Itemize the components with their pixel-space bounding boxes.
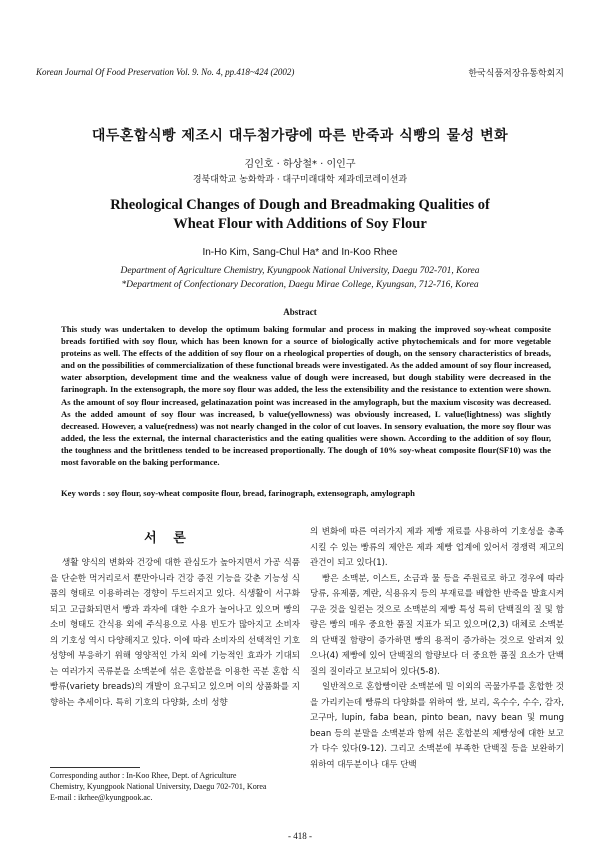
english-authors: In-Ho Kim, Sang-Chul Ha* and In-Koo Rhee bbox=[202, 247, 398, 258]
journal-citation: Korean Journal Of Food Preservation Vol. 9. No. 4, pp.418~424 (2002) bbox=[36, 67, 295, 77]
english-title-line-2: Wheat Flour with Additions of Soy Flour bbox=[173, 216, 427, 232]
keywords: Key words : soy flour, soy-wheat composite flour, bread, farinograph, extensograph, amylograph bbox=[61, 488, 415, 498]
footnote-divider bbox=[50, 767, 140, 768]
right-column bbox=[310, 525, 564, 773]
intro-paragraph-1-cont: 의 변화에 따른 여러가지 제과 제빵 재료를 사용하여 기호성을 충족시킬 수 있는 빵류의 제안은 제과 제빵 업계에 있어서 경쟁력 제고의 관건이 되고 있다(1). bbox=[310, 527, 564, 568]
footnote-line-2: Chemistry, Kyungpook National University, Daegu 702-701, Korea bbox=[50, 781, 267, 791]
footnote-email: E-mail : ikrhee@kyungpook.ac. bbox=[50, 792, 153, 802]
footnote-line-1: Corresponding author : In-Koo Rhee, Dept. of Agriculture bbox=[50, 771, 237, 780]
korean-title: 대두혼합식빵 제조시 대두첨가량에 따른 반죽과 식빵의 물성 변화 bbox=[91, 128, 509, 144]
abstract-text: This study was undertaken to develop the optimum baking formular and process in making the improved soy-wheat composite breads fortified with soy flour, which has been known for a source of biologically active phytochemicals and for more vegetable proteins as well. The effects of the addition of soy flour on a rheological properties of dough, on the sensory characteristics of breads, and on the possibilities of commercialization of these functional breads were investigated. As the added amount of soy flour increased, water absorption, development time and the weakness value of dough were increased, but dough stability were decreased in the farinograph. In the extensograph, the more soy flour was added, the less the extensibility and the resistance to extention were shown. As the amount of soy flour increased, gelatinazation point was increased in the amylograph, but the maxium viscosity was decreased. As the added amount of soy flour was increased, b value(yellowness) was obviously increased, L value(lightness) was slightly decreased. However, a value(redness) was not nearly changed in the color of cut loaves. In sensory evaluation, the more soy flour was added, the less the external, the internal characteristics and the eating qualities were shown. According to the addition of soy flour, the toughness and the brittleness tended to be increased proportionally. The dough of 10% soy-wheat composite flour(SF10) was the most favorable on the baking performance. bbox=[61, 324, 551, 468]
affiliation-line-1: Department of Agriculture Chemistry, Kyungpook National University, Daegu 702-701, Korea bbox=[120, 266, 480, 276]
korean-authors: 김인호 · 하상철* · 이인구 bbox=[244, 159, 356, 170]
page-number: - 418 - bbox=[288, 831, 312, 841]
intro-paragraph-1: 생활 양식의 변화와 건강에 대한 관심도가 높아지면서 가공 식품을 단순한 먹거리로서 뿐만아니라 건강 증진 기능을 갖춘 기능성 식품의 형태로 이용하려는 경향이 두드러지고 있다. 식생활이 서구화되고 고급화되면서 빵과 과자에 대한 수요가 늘어나고 있으며 빵의 소비 형태도 간식용 외에 주식용으로 사용 빈도가 많아지고 소비자의 기호성 역시 다양해지고 있다. 이에 따라 소비자의 선택적인 기호 성향에 부응하기 위해 영양적인 가치 외에 기능적인 효과가 기대되는 여러가지 곡류분을 소맥분에 섞은 혼합분을 이용한 곡분 혼합 식빵류(variety breads)의 개발이 요구되고 있으며 이의 상품화를 지향하는 추세이다. 특히 기호의 다양화, 소비 성향 bbox=[50, 558, 300, 708]
english-affiliation bbox=[0, 264, 600, 292]
intro-paragraph-3: 일반적으로 혼합빵이란 소맥분에 밀 이외의 곡물가루를 혼합한 것을 가리키는데 빵류의 다양화를 위하여 쌀, 보리, 옥수수, 수수, 감자, 고구마, lupin, faba bean, pinto bean, navy bean 및 mung bean 등의 분말을 소맥분과 함께 섞은 혼합분의 제빵성에 대한 보고가 다수 있다(9-12). 그리고 소맥분에 부족한 단백질 등을 보완하기 위하여 대두분이나 대두 단백 bbox=[310, 682, 564, 770]
section-title-introduction: 서 론 bbox=[144, 531, 192, 546]
intro-paragraph-2: 빵은 소맥분, 이스트, 소금과 물 등을 주원료로 하고 경우에 따라 당류, 유제품, 계란, 식용유지 등의 부재료를 배합한 반죽을 발효시켜 구운 것을 일컫는 것으로 소맥분의 제빵 특성 특히 단백질의 질 및 함량은 빵의 매우 중요한 품질 지표가 되고 있으며(2,3) 대체로 소맥분의 단백질 함량이 증가하면 빵의 용적이 증가하는 것으로 알려져 있으나(4) 제빵에 있어 단백질의 함량보다 더 중요한 품질 요소가 단백질의 질이라고 보고되어 있다(5-8). bbox=[310, 573, 564, 677]
society-name: 한국식품저장유통학회지 bbox=[468, 69, 564, 79]
korean-affiliation: 경북대학교 농화학과 · 대구미래대학 제과데코레이션과 bbox=[192, 175, 408, 185]
corresponding-author-footnote bbox=[50, 771, 310, 803]
left-column bbox=[50, 556, 300, 711]
affiliation-line-2: *Department of Confectionary Decoration, Daegu Mirae College, Kyungsan, 712-716, Korea bbox=[121, 280, 479, 290]
english-title-line-1: Rheological Changes of Dough and Breadmaking Qualities of bbox=[110, 197, 490, 213]
english-title bbox=[60, 196, 540, 234]
abstract-heading: Abstract bbox=[283, 307, 317, 317]
